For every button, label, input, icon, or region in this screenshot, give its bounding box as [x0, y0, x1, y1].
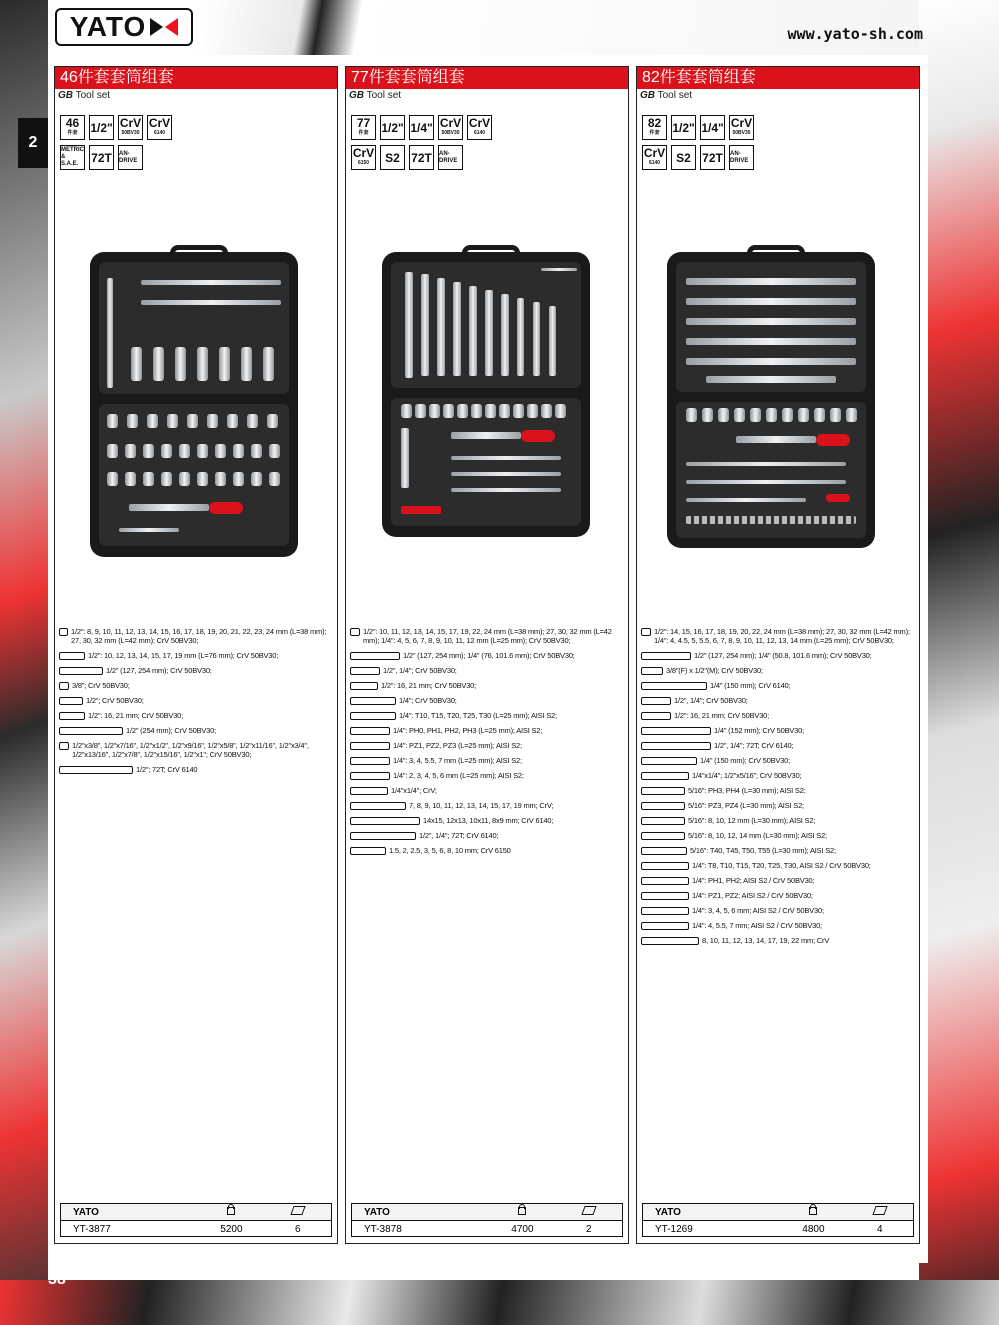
- material-badge: CrV 50BV30: [438, 115, 463, 140]
- spec-item: 1/2": 16, 21 mm; CrV 50BV30;: [641, 711, 913, 720]
- spec-item: 1/2" (127, 254 mm); CrV 50BV30;: [59, 666, 331, 675]
- piece-count-badge: 46 件套: [60, 115, 85, 140]
- product-code: YT-1269: [655, 1223, 693, 1235]
- spec-item: 3/8"; CrV 50BV30;: [59, 681, 331, 690]
- spec-item: 3/8"(F) x 1/2"(M); CrV 50BV30;: [641, 666, 913, 675]
- spec-item: 1/2", 1/4"; CrV 50BV30;: [641, 696, 913, 705]
- spec-item: 1/2": 10, 12, 13, 14, 15, 17, 19 mm (L=76 mm); CrV 50BV30;: [59, 651, 331, 660]
- subtitle-text: Tool set: [75, 90, 111, 101]
- product-footer: [351, 1203, 623, 1237]
- logo-text: YATO: [69, 11, 147, 42]
- product-card-46: [54, 66, 338, 1244]
- spec-item: 8, 10, 11, 12, 13, 14, 17, 19, 22 mm; CrV: [641, 936, 913, 945]
- spec-item: 1/2": 10, 11, 12, 13, 14, 15, 17, 19, 22, 24 mm (L=38 mm); 27, 30, 32 mm (L=42 mm); 1/4": 4, 5, 6, 7, 8, 9, 10, 11, 12 mm (L=25 mm); CrV 50BV30;: [350, 627, 622, 645]
- box-icon: [581, 1206, 596, 1215]
- spec-item: 1/4": PH1, PH2; AISI S2 / CrV 50BV30;: [641, 876, 913, 885]
- spec-item: 1/4" (150 mm); CrV 50BV30;: [641, 756, 913, 765]
- product-subtitle: [346, 90, 628, 101]
- spec-item: 1/4" (150 mm); CrV 6140;: [641, 681, 913, 690]
- box-value: 2: [586, 1223, 592, 1235]
- product-card-77: [345, 66, 629, 1244]
- footer-brand: YATO: [655, 1206, 681, 1218]
- footer-brand: YATO: [73, 1206, 99, 1218]
- spec-item: 14x15, 12x13, 10x11, 8x9 mm; CrV 6140;: [350, 816, 622, 825]
- box-icon: [290, 1206, 305, 1215]
- product-code: YT-3877: [73, 1223, 111, 1235]
- spec-item: 1/2" (254 mm); CrV 50BV30;: [59, 726, 331, 735]
- s2-badge: S2: [671, 145, 696, 170]
- box-icon: [872, 1206, 887, 1215]
- spec-item: 1/2"x3/8", 1/2"x7/16", 1/2"x1/2", 1/2"x9/16", 1/2"x5/8", 1/2"x11/16", 1/2"x3/4", 1/2"x13/16", 1/2"x7/8", 1/2"x15/16", 1/2"x1"; CrV 50BV30;: [59, 741, 331, 759]
- drive-size-badge: 1/2": [89, 115, 114, 140]
- teeth-badge: 72T: [89, 145, 114, 170]
- product-subtitle: [55, 90, 337, 101]
- spec-item: 1/2"; CrV 50BV30;: [59, 696, 331, 705]
- spec-item: 1/2" (127, 254 mm); 1/4" (76, 101.6 mm); CrV 50BV30;: [350, 651, 622, 660]
- spec-item: 1/4"; CrV 50BV30;: [350, 696, 622, 705]
- material-badge: CrV 6150: [351, 145, 376, 170]
- gb-label: GB: [58, 90, 73, 101]
- spec-list: [59, 627, 331, 780]
- spec-item: 1/4": 2, 3, 4, 5, 6 mm (L=25 mm); AISI S2;: [350, 771, 622, 780]
- spec-item: 1/2": 14, 15, 16, 17, 18, 19, 20, 22, 24 mm (L=38 mm); 27, 30, 32 mm (L=42 mm); 1/4": 4, 4.5, 5, 5.5, 6, 7, 8, 9, 10, 11, 12, 13, 14 mm (L=25 mm); CrV 50BV30;: [641, 627, 913, 645]
- spec-item: 5/16": PZ3, PZ4 (L=30 mm); AISI S2;: [641, 801, 913, 810]
- subtitle-text: Tool set: [657, 90, 693, 101]
- product-photo: [90, 252, 298, 557]
- spec-item: 1/4": T8, T10, T15, T20, T25, T30, AISI S2 / CrV 50BV30;: [641, 861, 913, 870]
- spec-item: 1/4": PZ1, PZ2, PZ3 (L=25 mm); AISI S2;: [350, 741, 622, 750]
- product-title: 82件套套筒组套: [637, 67, 919, 89]
- spec-item: 1/2", 1/4"; CrV 50BV30;: [350, 666, 622, 675]
- qty-value: 5200: [220, 1223, 243, 1235]
- spec-item: 7, 8, 9, 10, 11, 12, 13, 14, 15, 17, 19 mm; CrV;: [350, 801, 622, 810]
- feature-badges: [642, 115, 912, 175]
- spec-item: 1/4": PH0, PH1, PH2, PH3 (L=25 mm); AISI S2;: [350, 726, 622, 735]
- page-background-right: [919, 0, 999, 1325]
- qty-value: 4700: [511, 1223, 534, 1235]
- spec-item: 1/2"; 72T; CrV 6140: [59, 765, 331, 774]
- spec-item: 1.5, 2, 2.5, 3, 5, 6, 8, 10 mm; CrV 6150: [350, 846, 622, 855]
- gb-label: GB: [640, 90, 655, 101]
- product-title: 77件套套筒组套: [346, 67, 628, 89]
- s2-badge: S2: [380, 145, 405, 170]
- material-badge: CrV 50BV30: [729, 115, 754, 140]
- material-badge: CrV 6140: [467, 115, 492, 140]
- piece-count-badge: 82 件套: [642, 115, 667, 140]
- spec-item: 1/2": 16, 21 mm; CrV 50BV30;: [59, 711, 331, 720]
- page-background-bottom: [0, 1280, 999, 1325]
- spec-item: 1/4": 3, 4, 5, 6 mm; AISI S2 / CrV 50BV30;: [641, 906, 913, 915]
- package-qty-icon: [518, 1207, 526, 1215]
- spec-item: 1/2", 1/4"; 72T; CrV 6140;: [350, 831, 622, 840]
- product-footer: [60, 1203, 332, 1237]
- spec-item: 1/4": T10, T15, T20, T25, T30 (L=25 mm); AISI S2;: [350, 711, 622, 720]
- drive-size-badge: 1/4": [409, 115, 434, 140]
- teeth-badge: 72T: [700, 145, 725, 170]
- product-photo: [382, 252, 590, 537]
- page-background-left: [0, 0, 48, 1325]
- spec-item: 1/2" (127, 254 mm); 1/4" (50.8, 101.6 mm); CrV 50BV30;: [641, 651, 913, 660]
- spec-item: 1/2": 8, 9, 10, 11, 12, 13, 14, 15, 16, 17, 18, 19, 20, 21, 22, 23, 24 mm (L=38 mm); 27, 30, 32 mm (L=42 mm); CrV 50BV30;: [59, 627, 331, 645]
- chapter-tab: 2: [18, 118, 48, 168]
- footer-brand: YATO: [364, 1206, 390, 1218]
- spec-item: 1/4": PZ1, PZ2; AISI S2 / CrV 50BV30;: [641, 891, 913, 900]
- teeth-badge: 72T: [409, 145, 434, 170]
- spec-item: 1/4": 3, 4, 5.5, 7 mm (L=25 mm); AISI S2;: [350, 756, 622, 765]
- spec-item: 1/4": 4, 5.5, 7 mm; AISI S2 / CrV 50BV30;: [641, 921, 913, 930]
- an-drive-badge: AN-DRIVE: [729, 145, 754, 170]
- material-badge: CrV 6140: [147, 115, 172, 140]
- spec-list: [641, 627, 913, 951]
- feature-badges: [351, 115, 621, 175]
- material-badge: CrV 6140: [642, 145, 667, 170]
- product-subtitle: [637, 90, 919, 101]
- spec-item: 5/16": 8, 10, 12 mm (L=30 mm); AISI S2;: [641, 816, 913, 825]
- product-card-82: [636, 66, 920, 1244]
- product-footer: [642, 1203, 914, 1237]
- feature-badges: [60, 115, 330, 175]
- product-photo: [667, 252, 875, 548]
- piece-count-badge: 77 件套: [351, 115, 376, 140]
- page-number: 38: [48, 1271, 66, 1288]
- an-drive-badge: AN-DRIVE: [118, 145, 143, 170]
- subtitle-text: Tool set: [366, 90, 402, 101]
- drive-size-badge: 1/2": [380, 115, 405, 140]
- spec-item: 1/4"x1/4"; 1/2"x5/16"; CrV 50BV30;: [641, 771, 913, 780]
- qty-value: 4800: [802, 1223, 825, 1235]
- spec-item: 5/16": T40, T45, T50, T55 (L=30 mm); AISI S2;: [641, 846, 913, 855]
- metric-sae-badge: METRIC & S.A.E.: [60, 145, 85, 170]
- spec-item: 1/4"x1/4"; CrV;: [350, 786, 622, 795]
- an-drive-badge: AN-DRIVE: [438, 145, 463, 170]
- spec-item: 1/2", 1/4"; 72T; CrV 6140;: [641, 741, 913, 750]
- yato-logo: [55, 8, 193, 46]
- spec-item: 5/16": PH3, PH4 (L=30 mm); AISI S2;: [641, 786, 913, 795]
- drive-size-badge: 1/4": [700, 115, 725, 140]
- material-badge: CrV 50BV30: [118, 115, 143, 140]
- product-title: 46件套套筒组套: [55, 67, 337, 89]
- product-code: YT-3878: [364, 1223, 402, 1235]
- spec-item: 1/4" (152 mm); CrV 50BV30;: [641, 726, 913, 735]
- box-value: 4: [877, 1223, 883, 1235]
- drive-size-badge: 1/2": [671, 115, 696, 140]
- package-qty-icon: [809, 1207, 817, 1215]
- website-url[interactable]: www.yato-sh.com: [787, 25, 923, 43]
- gb-label: GB: [349, 90, 364, 101]
- box-value: 6: [295, 1223, 301, 1235]
- package-qty-icon: [227, 1207, 235, 1215]
- spec-list: [350, 627, 622, 861]
- logo-mark-icon: [150, 16, 178, 38]
- spec-item: 1/2": 16, 21 mm; CrV 50BV30;: [350, 681, 622, 690]
- spec-item: 5/16": 8, 10, 12, 14 mm (L=30 mm); AISI S2;: [641, 831, 913, 840]
